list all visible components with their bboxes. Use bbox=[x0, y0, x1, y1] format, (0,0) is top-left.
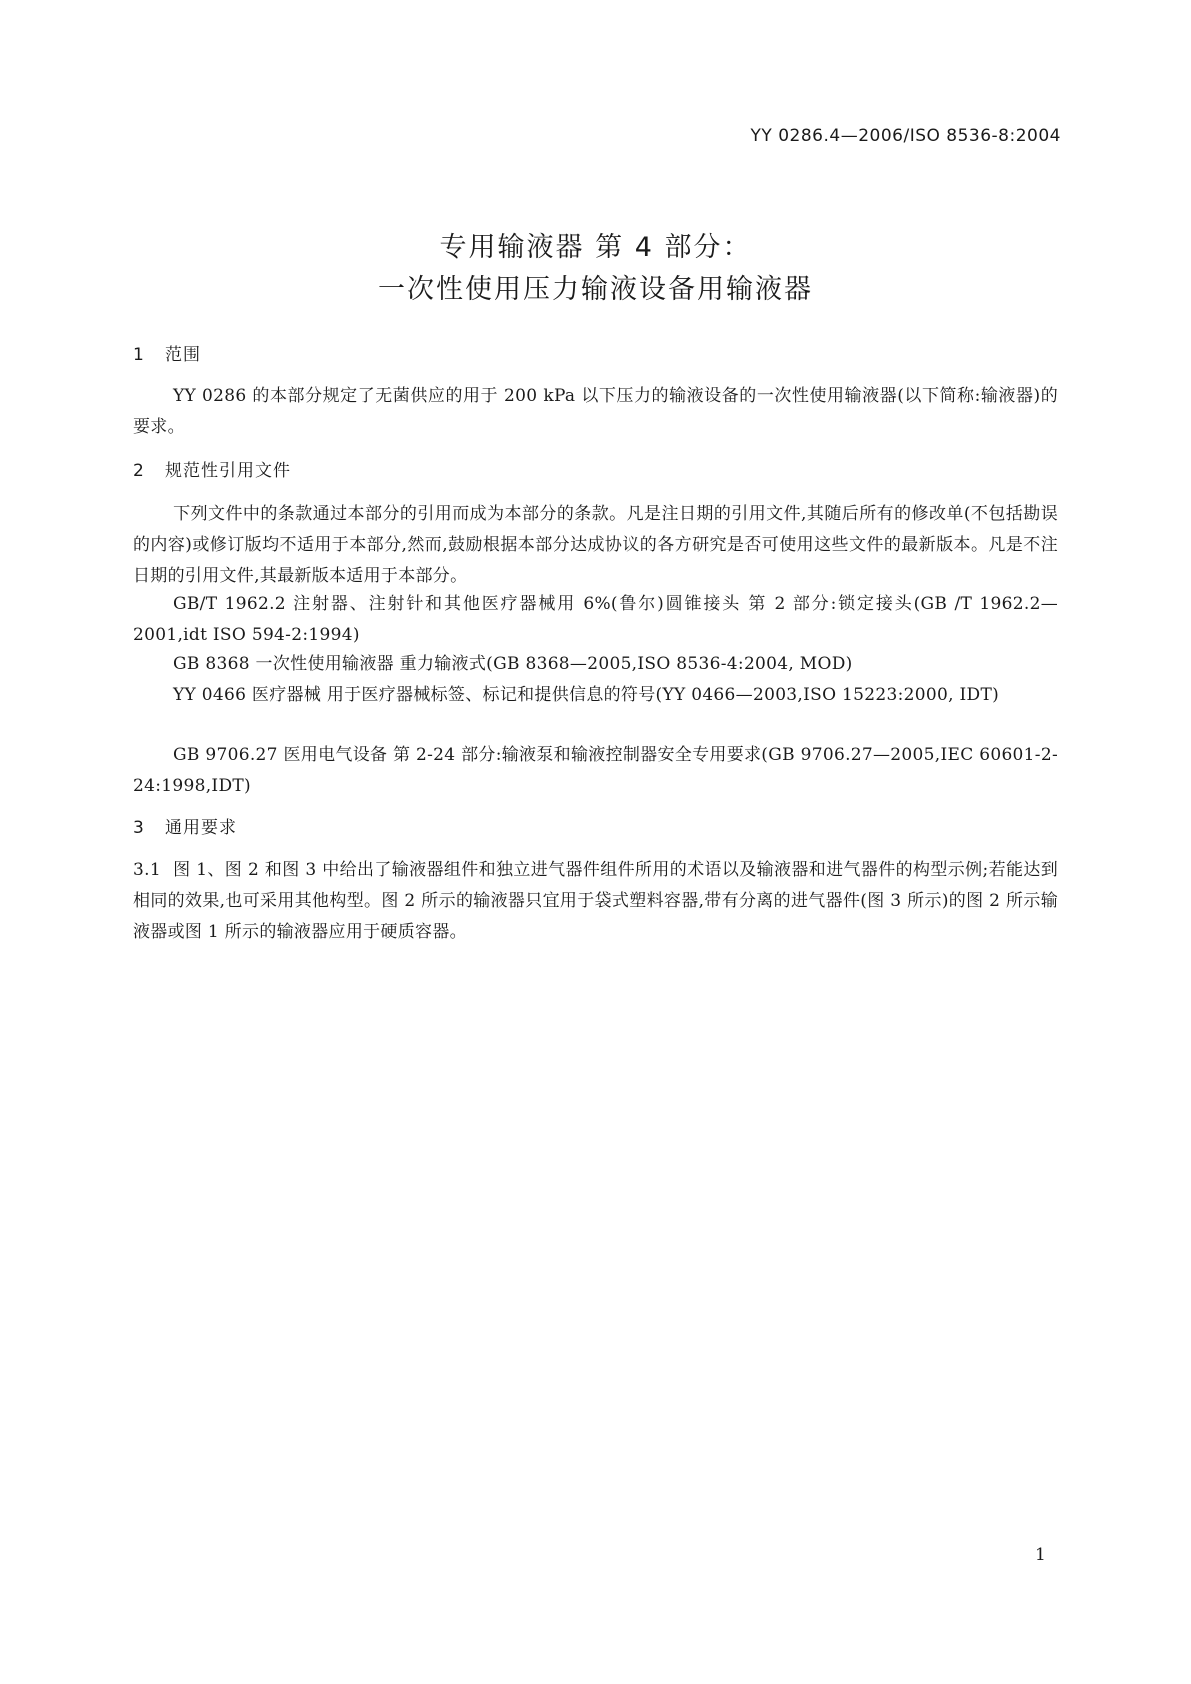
references-intro-text: 下列文件中的条款通过本部分的引用而成为本部分的条款。凡是注日期的引用文件,其随后所有的修改单(不包括勘误的内容)或修订版均不适用于本部分,然而,鼓励根据本部分达成协议的各方研究是否可使用这些文件的最新版本。凡是不注日期的引用文件,其最新版本适用于本部分。 bbox=[133, 504, 1058, 586]
reference-item bbox=[133, 740, 1058, 802]
section-title: 范围 bbox=[165, 345, 201, 365]
section-title: 通用要求 bbox=[165, 818, 237, 838]
section-number: 2 bbox=[133, 461, 145, 481]
reference-item bbox=[133, 680, 1058, 711]
section-title: 规范性引用文件 bbox=[165, 461, 291, 481]
reference-text: GB 8368 一次性使用输液器 重力输液式(GB 8368—2005,ISO 8536-4:2004, MOD) bbox=[173, 654, 853, 674]
reference-text: GB 9706.27 医用电气设备 第 2-24 部分:输液泵和输液控制器安全专用要求(GB 9706.27—2005,IEC 60601-2-24:1998,IDT) bbox=[133, 745, 1058, 796]
section-2-heading bbox=[133, 460, 291, 482]
reference-item bbox=[133, 589, 1058, 651]
clause-text: 图 1、图 2 和图 3 中给出了输液器组件和独立进气器件组件所用的术语以及输液器和进气器件的构型示例;若能达到相同的效果,也可采用其他构型。图 2 所示的输液器只宜用于袋式塑料容器,带有分离的进气器件(图 3 所示)的图 2 所示输液器或图 1 所示的输液器应用于硬质容器。 bbox=[133, 860, 1058, 942]
standard-code: YY 0286.4—2006/ISO 8536-8:2004 bbox=[750, 126, 1061, 146]
section-1-heading bbox=[133, 344, 201, 366]
section-number: 3 bbox=[133, 818, 145, 838]
page-number: 1 bbox=[1035, 1545, 1046, 1565]
document-title-line-2: 一次性使用压力输液设备用输液器 bbox=[378, 274, 813, 305]
scope-paragraph bbox=[133, 381, 1058, 443]
document-title-line-1: 专用输液器 第 4 部分： bbox=[439, 232, 752, 263]
clause-number: 3.1 bbox=[133, 860, 161, 880]
clause-3-1-paragraph bbox=[133, 855, 1058, 948]
reference-item bbox=[133, 649, 1058, 680]
scope-text: YY 0286 的本部分规定了无菌供应的用于 200 kPa 以下压力的输液设备的一次性使用输液器(以下简称:输液器)的要求。 bbox=[133, 386, 1058, 437]
section-3-heading bbox=[133, 817, 237, 839]
reference-text: YY 0466 医疗器械 用于医疗器械标签、标记和提供信息的符号(YY 0466—2003,ISO 15223:2000, IDT) bbox=[173, 685, 1000, 705]
section-number: 1 bbox=[133, 345, 145, 365]
references-intro-paragraph bbox=[133, 499, 1058, 592]
reference-text: GB/T 1962.2 注射器、注射针和其他医疗器械用 6%(鲁尔)圆锥接头 第 2 部分:锁定接头(GB /T 1962.2—2001,idt ISO 594-2:1994) bbox=[133, 594, 1058, 645]
